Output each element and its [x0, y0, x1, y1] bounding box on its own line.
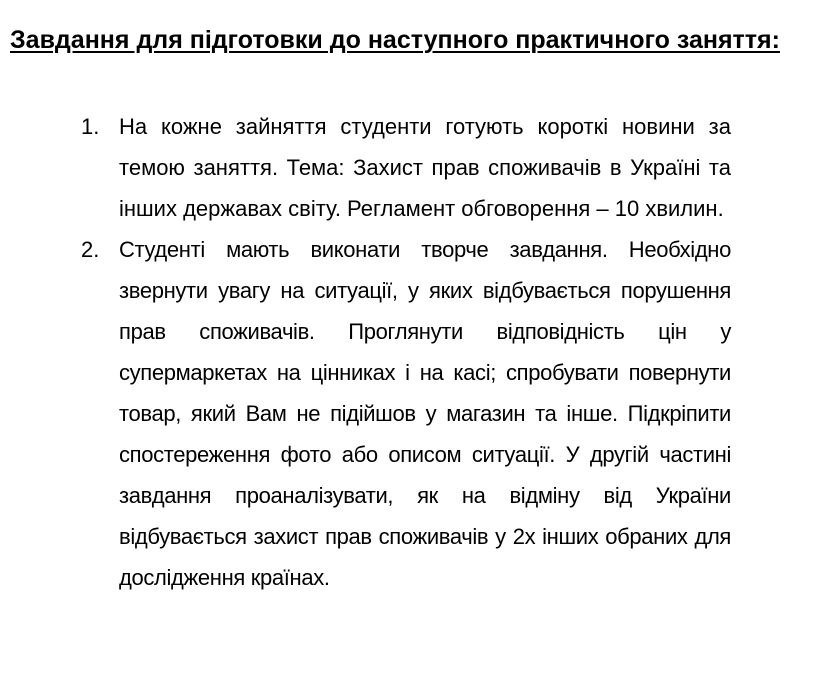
list-item-text: Студенті мають виконати творче завдання. Необхідно звернути увагу на ситуації, у яких відбувається порушення прав споживачів. Проглянути відповідність цін у супермаркетах на цінниках і на касі; спробувати повернути товар, який Вам не підійшов у магазин та інше. Підкріпити спостереження фото або описом ситуації. У другій частині завдання проаналізувати, як на відміну від України відбувається захист прав споживачів у 2х інших обраних для дослідження країнах.	[119, 237, 731, 590]
list-item-2	[0, 229, 816, 598]
task-list	[0, 106, 816, 598]
list-item-text: На кожне зайняття студенти готують короткі новини за темою заняття. Тема: Захист прав споживачів в Україні та інших державах світу. Регламент обговорення – 10 хвилин.	[119, 114, 731, 221]
page-title: Завдання для підготовки до наступного практичного заняття:	[10, 26, 780, 54]
list-item-1	[0, 106, 816, 229]
list-item-number: 2.	[81, 237, 100, 262]
list-item-number: 1.	[81, 114, 100, 139]
